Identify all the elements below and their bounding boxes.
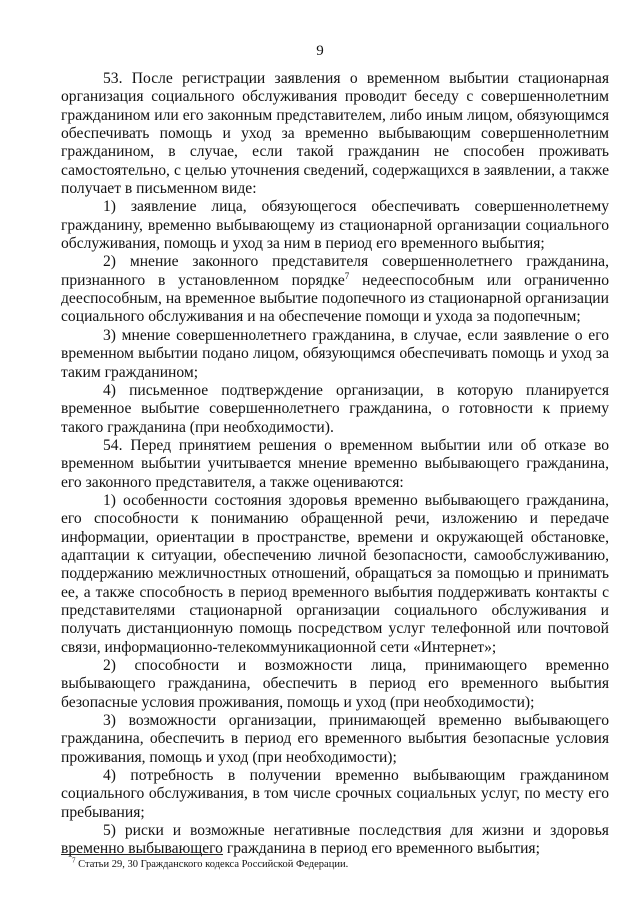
document-body: [61, 70, 609, 859]
page-number: 9: [316, 43, 324, 59]
paragraph-54-item-4: 4) потребность в получении временно выбывающим гражданином социального обслуживания, в том числе срочных социальных услуг, по месту его пребывания;: [61, 767, 609, 821]
paragraph-54-item-1: 1) особенности состояния здоровья временно выбывающего гражданина, его способности к пониманию обращенной речи, изложению и передаче информации, ориентации в пространстве, времени и окружающей обстановке, адаптации к ситуации, обеспечению личной безопасности, самообслуживанию, поддержанию межличностных отношений, обращаться за помощью и принимать ее, а также способность в период временного выбытия поддерживать контакты с представителями стационарной организации социального обслуживания и получать дистанционную помощь посредством услуг телефонной или почтовой связи, информационно-телекоммуникационной сети «Интернет»;: [61, 491, 609, 656]
paragraph-53-item-4: 4) письменное подтверждение организации, в которую планируется временное выбытие совершеннолетнего гражданина, о готовности к приему такого гражданина (при необходимости).: [61, 381, 609, 436]
paragraph-53-intro: 53. После регистрации заявления о временном выбытии стационарная организация социального обслуживания проводит беседу с совершеннолетним гражданином или его законным представителем, либо иным лицом, обязующимся обеспечивать помощь и уход за временно выбывающим совершеннолетним гражданином, в случае, если такой гражданин не способен проживать самостоятельно, с целью уточнения сведений, содержащихся в заявлении, а также получает в письменном виде:: [61, 70, 609, 198]
footnote-mark: 7: [72, 856, 76, 865]
paragraph-54-item-2: 2) способности и возможности лица, принимающего временно выбывающего гражданина, обеспечить в период его временного выбытия безопасные условия проживания, помощь и уход (при необходимости);: [61, 657, 609, 711]
footnote-7: [72, 858, 602, 871]
footnote-divider: [61, 854, 223, 855]
paragraph-53-item-2-end: недееспособным или ограниченно дееспособным, на временное выбытие подопечного из стационарной организации социального обслуживания и на обеспечение помощи и ухода за подопечным;: [61, 271, 609, 326]
footnote-reference-7[interactable]: 7: [344, 270, 350, 281]
paragraph-53-item-1: 1) заявление лица, обязующегося обеспечивать совершеннолетнему гражданину, временно выбывающему из стационарной организации социального обслуживания, помощь и уход за ним в период его временного выбытия;: [61, 198, 609, 253]
paragraph-54-intro: 54. Перед принятием решения о временном выбытии или об отказе во временном выбытии учитывается мнение временно выбывающего гражданина, его законного представителя, а также оцениваются:: [61, 436, 609, 491]
paragraph-53-item-2: [61, 253, 609, 326]
paragraph-53-item-3: 3) мнение совершеннолетнего гражданина, в случае, если заявление о его временном выбытии подано лицом, обязующимся обеспечивать помощь и уход за таким гражданином;: [61, 326, 609, 381]
paragraph-54-item-5: 5) риски и возможные негативные последствия для жизни и здоровья временно выбывающего гражданина в период его временного выбытия;: [61, 822, 609, 858]
paragraph-53-item-2-start: 2) мнение законного представителя совершеннолетнего гражданина, признанного в установленном порядке: [61, 253, 609, 289]
footnote-text: Статьи 29, 30 Гражданского кодекса Российской Федерации.: [75, 859, 349, 870]
paragraph-54-item-3: 3) возможности организации, принимающей временно выбывающего гражданина, обеспечить в период его временного выбытия безопасные условия проживания, помощь и уход (при необходимости);: [61, 712, 609, 766]
